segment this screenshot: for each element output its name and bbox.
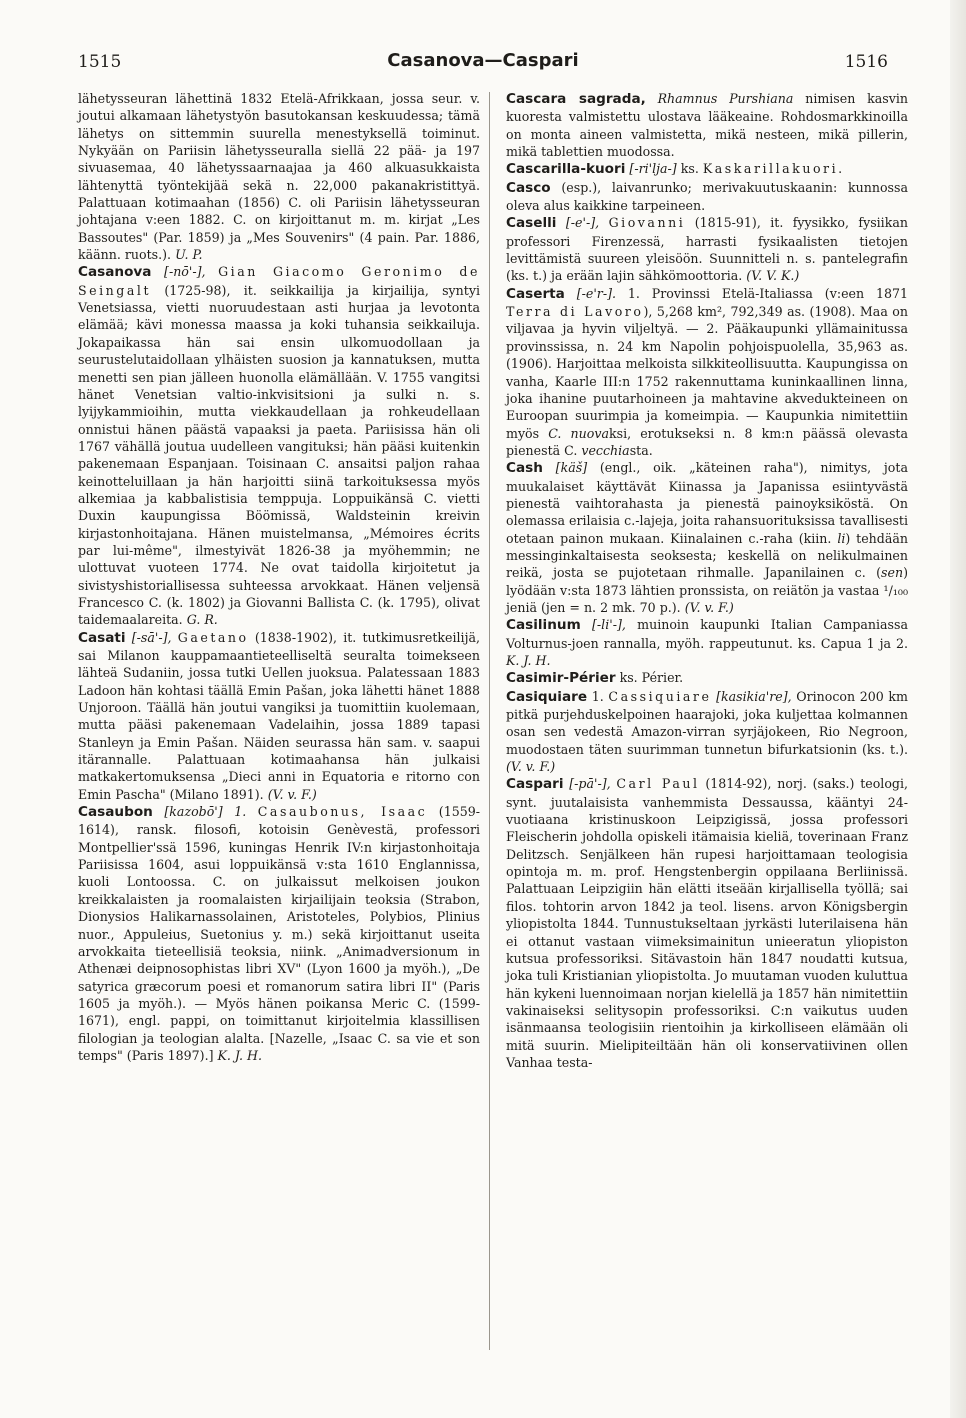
- left-column: [78, 90, 480, 1064]
- headword: Cascara sagrada,: [506, 91, 646, 107]
- entry-signature: K. J. H.: [506, 653, 551, 668]
- headword: Casiquiare: [506, 688, 588, 705]
- headword: Cascarilla-kuori: [506, 161, 626, 178]
- entry-signature: (V. v. F.): [267, 786, 317, 802]
- entry-casimir-perier: Casimir-Périer ks. Périer.: [506, 670, 684, 687]
- right-column: [506, 90, 908, 1071]
- headword: Caselli: [506, 215, 557, 232]
- entry-signature: U. P.: [175, 247, 203, 263]
- entry-continuation: lähetysseuran lähettinä 1832 Etelä-Afrikkaan, jossa seur. v. joutui alkamaan lähetystyön basutokansan keskuudessa; tämä lähetys on sittemmin suurella menestyksellä toiminut. Nykyään on Pariisin lähetysseuralla siellä 22 pää- ja 197 sivuasemaa, 40 lähetyssaarnaajaa ja 460 alkuasukkaista lähtenyttä työntekijää sekä n. 22,000 pakanakristittyä. Palattuaan kotimaahan (1856) C. oli Pariisin lähetysseuran johtajana v:een 1882. C. on kirjoittanut m. m. kirjat „Les Bassoutes" (Par. 1859) ja „Mes Souvenirs" (4 pain. Par. 1886, käänn. ruots.). U. P.: [78, 91, 480, 263]
- entry-casaubon: Casaubon [kazobō'] 1. Casaubonus, Isaac (1559-1614), ransk. filosofi, kotoisin Genèvestä, professori Montpellier'ssä 1596, kuningas Henrik IV:n kirjastonhoitaja Pariisissa 1604, asui loppuikänsä v:sta 1610 Englannissa, kuoli Lontoossa. C. on julkaissut melkoisen joukon kreikkalaisten ja roomalaisten kirjailijain teoksia (Strabon, Dionysios Halikarnassolainen, Aristoteles, Polybios, Plinius nuor., Appuleius, Suetonius y. m.) sekä kirjoittanut useita arvokkaita tieteellisiä teoksia, niink. „Animadversionum in Athenæi deipnosophistas libri XV" (Lyon 1600 ja myöh.), „De satyrica græcorum poesi et romanorum satira libri II" (Paris 1605 ja myöh.). — Myös hänen poikansa Meric C. (1599-1671), engl. pappi, on toimittanut kirjoitelmia klassillisen filologian ja teologian alalta. [Nazelle, „Isaac C. sa vie et son temps" (Paris 1897).] K. J. H.: [78, 804, 480, 1063]
- page-edge-shadow: [950, 0, 966, 1418]
- headword: Cash: [506, 460, 543, 477]
- cross-reference: Kaskarillakuori.: [702, 161, 845, 177]
- entry-caspari: Caspari [-pā'-], Carl Paul (1814-92), norj. (saks.) teologi, synt. juutalaisista vanhemmista Dessaussa, kääntyi 24-vuotiaana kristinuskoon Leipzigissä, jossa professori Fleischerin johdolla opiskeli itämaisia kieliä, toverinaan Franz Delitzsch. Senjälkeen hän rupesi harjoittamaan teologisia opintoja m. m. prof. Hengstenbergin oppilaana Berliinissä. Palattuaan Leipzigiin hän elätti itseään kirjallisella työllä; sai filos. tohtorin arvon 1842 ja teol. lisens. arvon Königsbergin yliopistolta 1844. Tunnustukseltaan jyrkästi luterilaisena hän ei ottanut vastaan viimeksimainitun unieeratun yliopiston kutsua professoriksi. Sitävastoin hän 1847 noudatti kutsua, joka tuli Kristianian yliopistolta. Jo muutaman vuoden kuluttua hän kykeni luennoimaan norjan kielellä ja 1857 hän nimitettiin vakinaiseksi selitysopin professoriksi. C:n vaikutus uuden isänmaansa teologisiin rientoihin ja kirkolliseen elämään oli mitä suurin. Mielipiteiltään hän oli konservatiivinen ollen Vanhaa testa-: [506, 776, 908, 1070]
- headword: Caspari: [506, 776, 564, 793]
- page-header: [78, 52, 888, 78]
- entry-casco: Casco (esp.), laivanrunko; merivakuutuskaanin: kunnossa oleva alus kaikkine tarpeineen.: [506, 179, 908, 214]
- headword: Casati: [78, 629, 126, 646]
- page-title: Casanova—Caspari: [387, 50, 579, 71]
- headword: Casimir-Périer: [506, 670, 616, 687]
- entry-signature: (V. V. K.): [746, 268, 800, 284]
- headword: Caserta: [506, 285, 565, 302]
- entry-casanova: Casanova [-nō'-], Gian Giacomo Geronimo de Seingalt (1725-98), it. seikkailija ja kirjailija, syntyi Venetsiassa, vietti nuoruudestaan asti hurjaa ja levotonta elämää; kävi monessa maassa ja koki tuhansia seikkailuja. Jokapaikassa hän sai ensin ulkomuodollaan ja seurustelutaidollaan ylhäisten suosion ja kannatuksen, mutta menetti sen pian jälleen huonolla elämällään. V. 1755 vangitsi hänet Venetsian valtio-inkvisitsioni ja sulki n. s. lyijykammioihin, mutta viekkaudellaan ja rohkeudellaan onnistui hänen päästä vapaaksi ja paeta. Pariisissa hän oli 1767 vähällä joutua uudelleen vangituksi; hän pääsi kuitenkin pakenemaan Espanjaan. Toisinaan C. ansaitsi paljon rahaa keinotteluillaan ja hän harjoitti siinä tarkoituksessa myös alkemiaa ja kabbalistisia temppuja. Loppuikänsä C. vietti Duxin kaupungissa Böömissä, Waldsteinin kreivin kirjastonhoitajana. Hänen muistelmansa, „Mémoires écrits par lui-même", ilmestyivät 1826-38 ja myöhemmin; ne ulottuvat vuoteen 1774. Ne ovat taidolla kirjoitetut ja sivistyshistoriallisessa suhteessa arvokkaat. Hänen veljensä Francesco C. (k. 1802) ja Giovanni Ballista C. (k. 1795), olivat taidemaalareita. G. R.: [78, 264, 480, 628]
- column-divider: [489, 92, 490, 1350]
- entry-cash: Cash [käš] (engl., oik. „käteinen raha"), nimitys, jota muukalaiset käyttävät Kiinassa ja Japanissa esiintyvästä pienestä vaihtorahasta ja pienestä painoyksiköstä. On olemassa erilaisia c.-lajeja, joita rahansuorituksissa tavallisesti otetaan painon mukaan. Kiinalainen c.-raha (kiin. li) tehdään messinginkaltaisesta seoksesta; keskellä on nelikulmainen reikä, josta se pujotetaan rihmalle. Japanilainen c. (sen) lyödään v:sta 1873 lähtien pronssista, on reiätön ja vastaa ¹/₁₀₀ jeniä (jen = n. 2 mk. 70 p.). (V. v. F.): [506, 460, 908, 615]
- entry-signature: K. J. H.: [217, 1047, 262, 1063]
- headword: Casco: [506, 179, 551, 196]
- headword: Casilinum: [506, 617, 581, 634]
- entry-cascarilla-kuori: Cascarilla-kuori [-ri'lja-] ks. Kaskarillakuori.: [506, 161, 845, 178]
- entry-casati: Casati [-sā'-], Gaetano (1838-1902), it. tutkimusretkeilijä, sai Milanon kauppamaantieteelliseltä seuralta toimekseen lähteä Sudaniin, jossa tutki Uellen juoksua. Palatessaan 1883 Ladoon hän kohtasi täällä Emin Pašan, joka lähetti hänet 1888 Unjoroon. Täällä hän joutui vangiksi ja tuomittiin kuolemaan, mutta pääsi pakenemaan Vadelaihin, jossa 1889 tapasi Stanleyn ja Emin Pašan. Näiden seurassa hän sam. v. saapui itärannalle. Palattuaan kotimaahansa hän julkaisi matkakertomuksensa „Dieci anni in Equatoria e ritorno con Emin Pascha" (Milano 1891). (V. v. F.): [78, 629, 481, 802]
- entry-signature: (V. v. F.): [506, 759, 556, 775]
- entry-signature: G. R.: [186, 612, 218, 628]
- entry-caserta: Caserta [-e'r-]. 1. Provinssi Etelä-Italiassa (v:een 1871 Terra di Lavoro), 5,268 km², 792,349 as. (1908). Maa on viljavaa ja hyvin viljeltyä. — 2. Pääkaupunki yllämainitussa provinssissa, n. 24 km Napolin pohjoispuolella, 35,963 as. (1906). Harjoittaa melkoista silkkiteollisuutta. Kaupungissa on vanha, Kaarle III:n 1752 rakennuttama kuninkaallinen linna, joka ihanine puutarhoineen ja mahtavine akvedukteineen on Euroopan suurimpia ja komeimpia. — Kaupunkia nimitettiin myös C. nuovaksi, erotukseksi n. 8 km:n päässä olevasta pienestä C. vecchiasta.: [506, 285, 909, 458]
- entry-signature: (V. v. F.): [684, 599, 734, 615]
- entry-casilinum: Casilinum [-li'-], muinoin kaupunki Italian Campaniassa Volturnus-joen rannalla, myöh. rappeutunut. ks. Capua 1 ja 2. K. J. H.: [506, 617, 908, 668]
- entry-caselli: Caselli [-e'-], Giovanni (1815-91), it. fyysikko, fysiikan professori Firenzessä, harrasti fysikaalisten tietojen levittämistä suureen yleisöön. Suunnitteli n. s. pantelegrafin (ks. t.) ja erään lajin sähkömoottoria. (V. V. K.): [506, 215, 908, 284]
- headword: Casaubon: [78, 804, 153, 821]
- headword: Casanova: [78, 264, 152, 281]
- entry-cascara-sagrada: Cascara sagrada, Rhamnus Purshiana nimisen kasvin kuoresta valmistettu ulostava lääkeaine. Rohdosmarkkinoilla on monta aineen valmistetta, mikä nesteen, mikä pillerin, mikä tablettien muodossa.: [506, 91, 908, 160]
- entry-casiquiare: Casiquiare 1. Cassiquiare [kasikia're], Orinocon 200 km pitkä purjehduskelpoinen haarajoki, joka kuljettaa kolmannen osan sen vedestä Amazon-virran syrjäjokeen, Rio Negroon, muodostaen täten suurimman tunnetun bifurkatsionin (ks. t.). (V. v. F.): [506, 688, 909, 775]
- left-page-number: 1515: [78, 52, 122, 72]
- right-page-number: 1516: [844, 52, 888, 72]
